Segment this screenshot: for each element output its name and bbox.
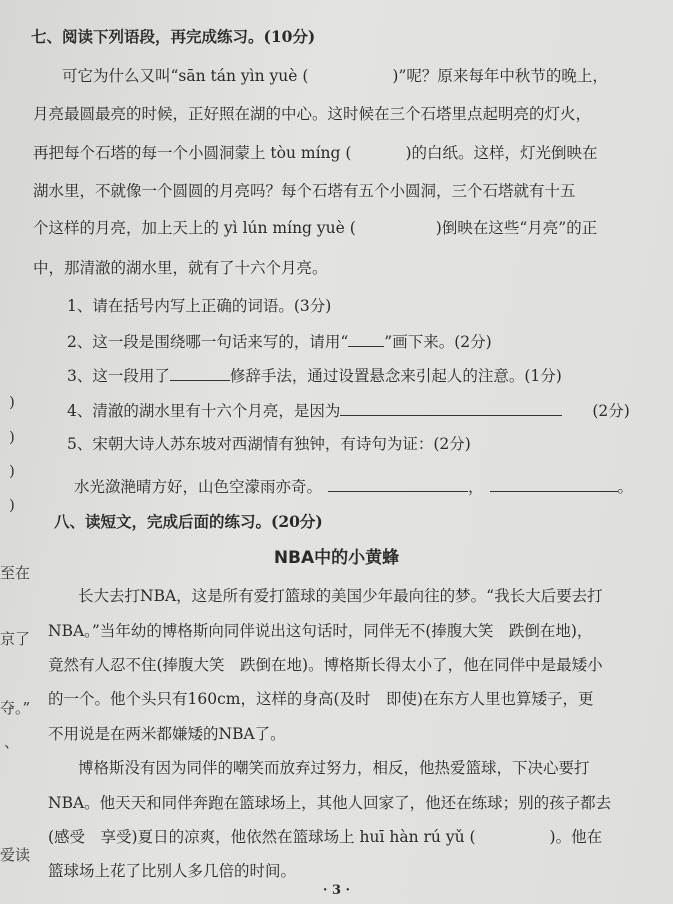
question-text: 4、清澈的湖水里有十六个月亮，是因为 (67, 402, 341, 420)
passage-line-5 (33, 218, 597, 238)
story-line-1: 长大去打NBA，这是所有爱打篮球的美国少年最向往的梦。“我长大后要去打 (78, 587, 603, 605)
question-5: 5、宋朝大诗人苏东坡对西湖情有独钟，有诗句为证：(2分) (67, 435, 471, 453)
answer-blank[interactable] (328, 475, 468, 492)
margin-fragment: 至在 (0, 564, 31, 582)
passage-text: 个这样的月亮，加上天上的 yì lún míng yuè ( (33, 219, 356, 237)
poem-line (74, 475, 633, 497)
passage-line-3 (33, 143, 598, 163)
story-line-7: NBA。他天天和同伴奔跑在篮球场上，其他人回家了，他还在练球；别的孩子都去 (48, 794, 612, 812)
story-line-2: NBA。”当年幼的博格斯向同伴说出这句话时，同伴无不(捧腹大笑 跌倒在地)， (48, 622, 593, 640)
comma: ， (468, 478, 484, 496)
question-3 (67, 364, 562, 386)
story-line-5: 不用说是在两米都嫌矮的NBA了。 (48, 725, 286, 743)
story-text: (感受 享受)夏日的凉爽，他依然在篮球场上 huī hàn rú yǔ ( (48, 828, 476, 846)
passage-text: 可它为什么又叫“sān tán yìn yuè ( (62, 67, 309, 85)
margin-fragment: 、 (4, 733, 20, 751)
question-2 (67, 330, 492, 352)
passage-line-1 (62, 66, 608, 86)
passage-text: )的白纸。这样，灯光倒映在 (405, 144, 598, 162)
passage-text: 再把每个石塔的每一个小圆洞蒙上 tòu míng ( (33, 144, 352, 162)
period: 。 (617, 478, 634, 496)
story-line-3: 竟然有人忍不住(捧腹大笑 跌倒在地)。博格斯长得太小了，他在同伴中是最矮小 (48, 656, 603, 674)
answer-blank[interactable] (490, 475, 618, 492)
page-number: · 3 · (322, 883, 351, 898)
question-text: ”画下来。(2分) (384, 333, 492, 351)
margin-paren: ) (9, 462, 15, 480)
passage-text: )倒映在这些“月亮”的正 (435, 219, 598, 237)
margin-fragment: 夺。” (0, 699, 31, 717)
question-text: 修辞手法，通过设置悬念来引起人的注意。(1分) (229, 367, 562, 385)
margin-fragment: 爱读 (0, 846, 31, 864)
question-4 (67, 399, 630, 421)
story-line-9: 篮球场上花了比别人多几倍的时间。 (48, 862, 297, 880)
answer-blank[interactable] (340, 399, 562, 416)
underline-mark (348, 330, 384, 347)
passage-text: )”呢？原来每年中秋节的晚上， (392, 67, 608, 85)
question-text: 3、这一段用了 (67, 367, 170, 385)
story-line-6: 博格斯没有因为同伴的嘲笑而放弃过努力，相反，他热爱篮球，下决心要打 (78, 759, 590, 777)
question-1: 1、请在括号内写上正确的词语。(3分) (67, 297, 332, 315)
passage-line-4: 湖水里，不就像一个圆圆的月亮吗？每个石塔有五个小圆洞，三个石塔就有十五 (33, 182, 576, 200)
section7-title: 七、阅读下列语段，再完成练习。(10分) (31, 27, 316, 46)
passage-line-2: 月亮最圆最亮的时候，正好照在湖的中心。这时候在三个石塔里点起明亮的灯火， (33, 105, 592, 123)
poem-text: 水光潋滟晴方好，山色空濛雨亦奇。 (74, 478, 323, 496)
margin-paren: ) (9, 428, 15, 446)
story-text: )。他在 (549, 828, 603, 846)
margin-paren: ) (9, 393, 15, 411)
passage-line-6: 中，那清澈的湖水里，就有了十六个月亮。 (33, 259, 328, 277)
margin-fragment: 京了 (0, 630, 31, 648)
section8-title: 八、读短文，完成后面的练习。(20分) (54, 512, 323, 531)
story-title: NBA中的小黄蜂 (273, 548, 400, 568)
question-text: 2、这一段是围绕哪一句话来写的，请用“ (67, 333, 349, 351)
question-score: (2分) (592, 402, 630, 420)
story-line-8 (48, 827, 602, 847)
answer-blank[interactable] (170, 364, 230, 381)
margin-paren: ) (9, 496, 15, 514)
story-line-4: 的一个。他个头只有160cm，这样的身高(及时 即使)在东方人里也算矮子，更 (48, 690, 594, 708)
